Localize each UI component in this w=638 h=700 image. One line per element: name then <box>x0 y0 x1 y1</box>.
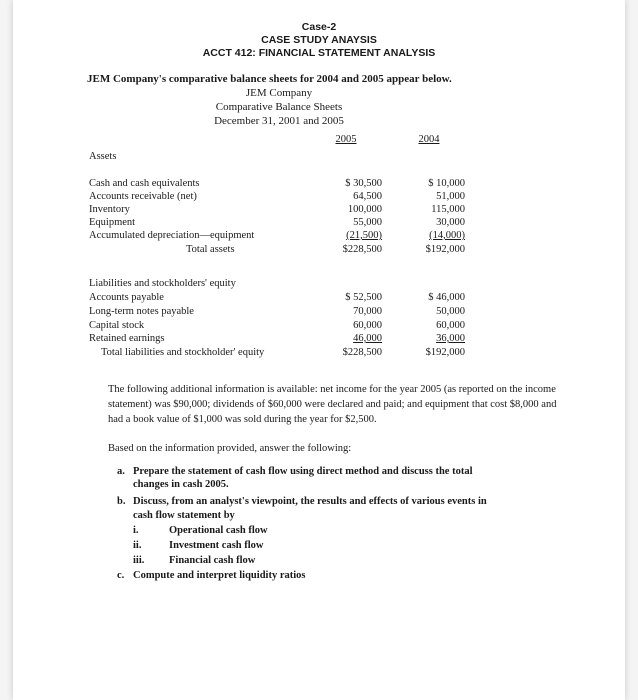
question-text: cash flow statement by <box>133 510 235 521</box>
column-header-2004: 2004 <box>418 134 440 145</box>
row-label: Accumulated depreciation—equipment <box>89 230 255 241</box>
sub-text: Operational cash flow <box>169 525 268 536</box>
value-2005: (21,500) <box>346 230 382 241</box>
value-2004: 30,000 <box>436 217 465 228</box>
row-label: Accounts payable <box>89 292 164 303</box>
value-2005: 60,000 <box>353 320 382 331</box>
question-marker: a. <box>117 466 125 477</box>
sub-marker: ii. <box>133 540 142 551</box>
row-label: Accounts receivable (net) <box>89 191 197 202</box>
value-2005: 64,500 <box>353 191 382 202</box>
statement-date: December 31, 2001 and 2005 <box>214 115 344 127</box>
value-2004: (14,000) <box>429 230 465 241</box>
question-marker: b. <box>117 496 126 507</box>
instructions: Based on the information provided, answer the following: <box>108 443 352 454</box>
sub-text: Financial cash flow <box>169 555 256 566</box>
assets-heading: Assets <box>89 151 117 162</box>
value-2005: 70,000 <box>353 306 382 317</box>
value-2005: $ 52,500 <box>345 292 382 303</box>
additional-info: The following additional information is available: net income for the year 2005 (as reported on the income statement) was $90,000; dividends of $60,000 were declared and paid; and equipment that cost $8,000 and had a book value of $1,000 was sold during the year for $2,500. <box>108 384 557 425</box>
case-label: Case-2 <box>301 21 337 33</box>
question-text: Compute and interpret liquidity ratios <box>133 570 306 581</box>
liabilities-heading: Liabilities and stockholders' equity <box>89 278 236 289</box>
value-2004: $192,000 <box>425 244 465 255</box>
row-label: Long-term notes payable <box>89 306 194 317</box>
value-2005: 46,000 <box>353 333 382 344</box>
question-text: changes in cash 2005. <box>133 479 229 490</box>
row-label: Retained earnings <box>89 333 165 344</box>
value-2005: 55,000 <box>353 217 382 228</box>
course-title: ACCT 412: FINANCIAL STATEMENT ANALYSIS <box>202 47 436 59</box>
question-text: Discuss, from an analyst's viewpoint, the results and effects of various events in <box>133 496 487 507</box>
document-page <box>13 0 625 700</box>
intro-text: JEM Company's comparative balance sheets for 2004 and 2005 appear below. <box>87 73 452 85</box>
row-label: Total liabilities and stockholder' equity <box>101 347 265 358</box>
sub-marker: i. <box>133 525 139 536</box>
value-2004: $192,000 <box>425 347 465 358</box>
question-marker: c. <box>117 570 125 581</box>
case-title: CASE STUDY ANAYSIS <box>261 34 377 46</box>
sub-text: Investment cash flow <box>169 540 264 551</box>
row-label: Equipment <box>89 217 136 228</box>
value-2005: $ 30,500 <box>345 178 382 189</box>
row-label: Inventory <box>89 204 130 215</box>
value-2004: $ 10,000 <box>428 178 465 189</box>
statement-name: Comparative Balance Sheets <box>215 101 343 113</box>
question-text: Prepare the statement of cash flow using direct method and discuss the total <box>133 466 473 477</box>
value-2004: $ 46,000 <box>428 292 465 303</box>
value-2005: $228,500 <box>342 347 382 358</box>
value-2004: 50,000 <box>436 306 465 317</box>
value-2004: 36,000 <box>436 333 465 344</box>
row-label: Total assets <box>186 244 235 255</box>
value-2004: 51,000 <box>436 191 465 202</box>
value-2004: 60,000 <box>436 320 465 331</box>
company-name: JEM Company <box>245 87 313 99</box>
row-label: Capital stock <box>89 320 145 331</box>
value-2005: $228,500 <box>342 244 382 255</box>
column-header-2005: 2005 <box>335 134 357 145</box>
row-label: Cash and cash equivalents <box>89 178 200 189</box>
value-2005: 100,000 <box>347 204 382 215</box>
value-2004: 115,000 <box>431 204 465 215</box>
sub-marker: iii. <box>133 555 145 566</box>
